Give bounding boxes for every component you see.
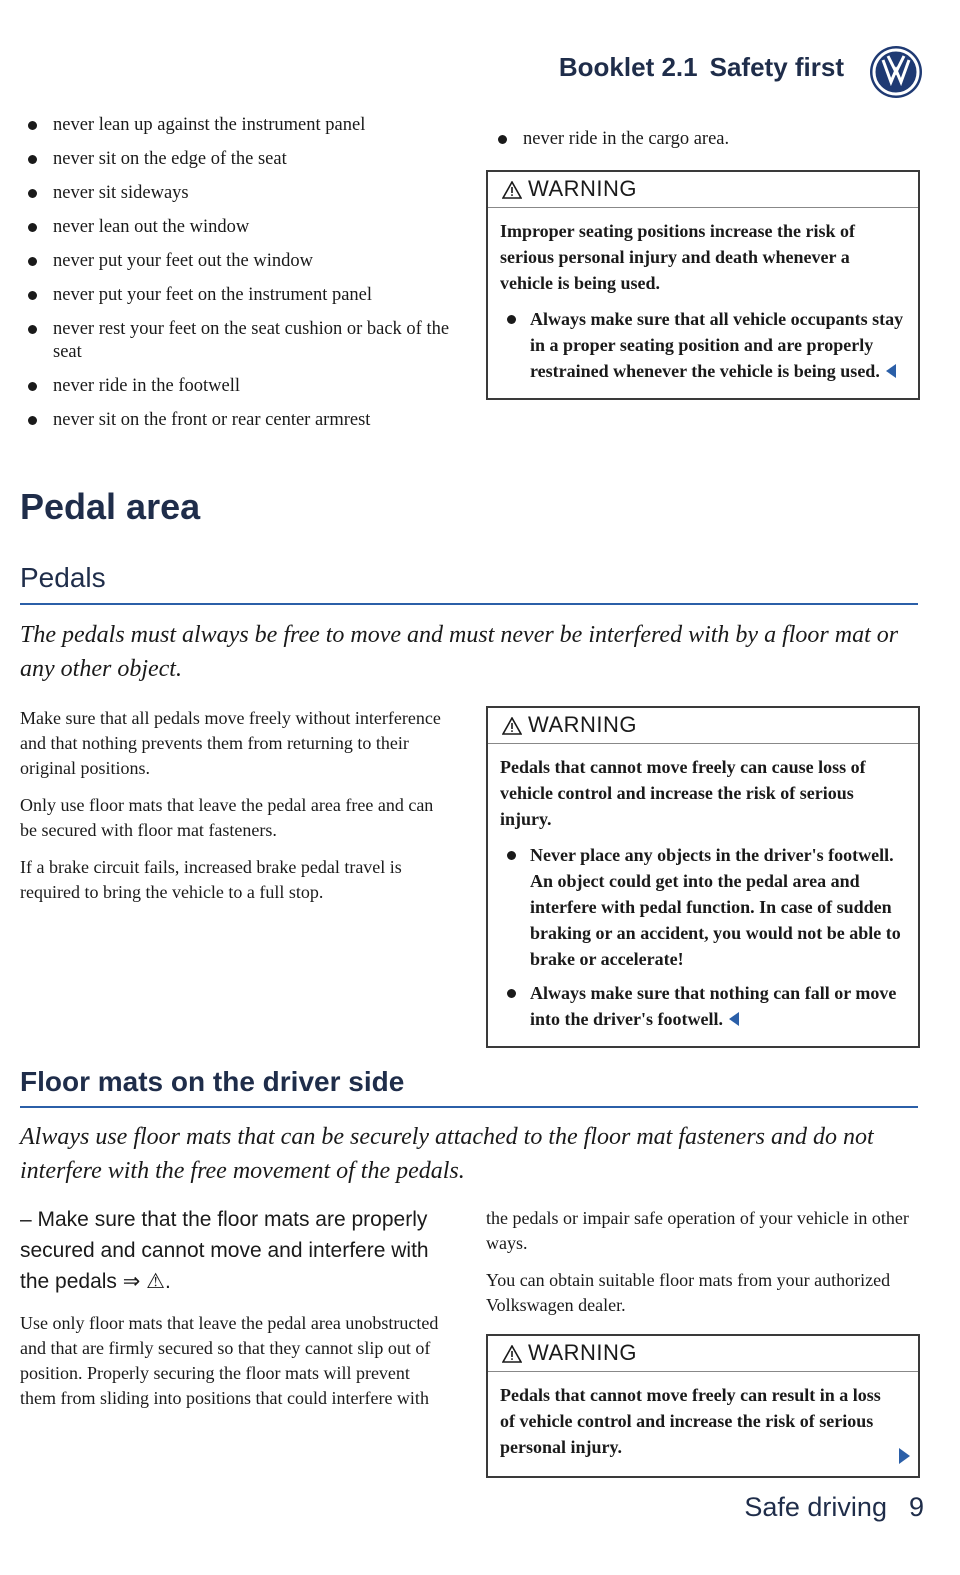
section-rule [20, 1106, 918, 1108]
section-rule [20, 603, 918, 605]
list-item: never put your feet on the instrument panel [20, 284, 450, 307]
footer-section: Safe driving [744, 1492, 887, 1522]
pedal-paragraphs [20, 706, 450, 917]
page-footer [744, 1492, 924, 1523]
warning-bullet-text: Always make sure that nothing can fall or move into the driver's footwell. [530, 983, 897, 1029]
warning-label: WARNING [528, 176, 638, 201]
warning-body [488, 1372, 918, 1476]
list-item: never ride in the footwell [20, 375, 450, 398]
end-marker-icon [886, 364, 896, 378]
list-item: never sit sideways [20, 182, 450, 205]
seating-rules-list [20, 114, 450, 443]
paragraph: the pedals or impair safe operation of your vehicle in other ways. [486, 1208, 909, 1253]
floor-mats-right-column [486, 1206, 916, 1330]
paragraph: You can obtain suitable floor mats from your authorized Volkswagen dealer. [486, 1270, 891, 1315]
list-item: never lean out the window [20, 216, 450, 239]
vw-logo-icon [868, 44, 924, 100]
warning-triangle-icon [502, 717, 522, 735]
floor-mats-intro: Always use floor mats that can be securely attached to the floor mat fasteners and do not interfere with the free movement of the pedals. [20, 1124, 874, 1184]
warning-bullet-text: Always make sure that all vehicle occupants stay in a proper seating position and are properly restrained whenever the vehicle is being used. [530, 309, 904, 381]
list-item: never sit on the edge of the seat [20, 148, 450, 171]
continue-arrow-icon [899, 1448, 910, 1464]
warning-triangle-icon [502, 181, 522, 199]
end-marker-icon [729, 1012, 739, 1026]
warning-intro: Pedals that cannot move freely can result in a loss of vehicle control and increase the risk of serious personal injury. [500, 1385, 881, 1457]
subheading-pedals: Pedals [20, 562, 106, 593]
list-item: never ride in the cargo area. [490, 128, 920, 151]
list-item: never rest your feet on the seat cushion or back of the seat [20, 318, 450, 364]
warning-header [488, 708, 918, 744]
floor-mats-left-column [20, 1204, 450, 1423]
warning-intro: Pedals that cannot move freely can cause loss of vehicle control and increase the risk of serious injury. [500, 757, 866, 829]
warning-intro: Improper seating positions increase the risk of serious personal injury and death whenever a vehicle is being used. [500, 221, 856, 293]
paragraph: Make sure that all pedals move freely without interference and that nothing prevents them from returning to their original positions. [20, 708, 441, 778]
list-item: never sit on the front or rear center armrest [20, 409, 450, 432]
warning-body [488, 208, 918, 398]
page-header [559, 52, 844, 83]
warning-bullet: Never place any objects in the driver's footwell. An object could get into the pedal area and interfere with pedal function. In case of sudden braking or an accident, you would not be able to brake or accelerate! [500, 842, 906, 972]
warning-header [488, 1336, 918, 1372]
warning-triangle-icon [502, 1345, 522, 1363]
warning-label: WARNING [528, 712, 638, 737]
section-heading-pedal-area: Pedal area [20, 486, 201, 527]
pedal-intro: The pedals must always be free to move and must never be interfered with by a floor mat or any other object. [20, 622, 899, 682]
paragraph: Use only floor mats that leave the pedal area unobstructed and that are firmly secured so that they cannot slip out of position. Properly securing the floor mats will prevent them from sliding into positions that could interfere with [20, 1313, 439, 1408]
warning-box-seating [486, 170, 920, 400]
instruction-step: – Make sure that the floor mats are properly secured and cannot move and interfere with the pedals ⇒ ⚠. [20, 1208, 429, 1293]
warning-label: WARNING [528, 1340, 638, 1365]
cargo-rule-list [490, 128, 920, 162]
booklet-label: Booklet 2.1 [558, 52, 698, 82]
paragraph: If a brake circuit fails, increased brake pedal travel is required to bring the vehicle to a full stop. [20, 857, 402, 902]
list-item: never put your feet out the window [20, 250, 450, 273]
page-number: 9 [908, 1492, 924, 1522]
warning-box-pedals [486, 706, 920, 1048]
paragraph: Only use floor mats that leave the pedal area free and can be secured with floor mat fasteners. [20, 795, 434, 840]
header-title: Safety first [709, 52, 844, 82]
warning-body [488, 744, 918, 1046]
section-heading-floor-mats: Floor mats on the driver side [20, 1066, 405, 1097]
list-item: never lean up against the instrument panel [20, 114, 450, 137]
warning-box-floor-mats [486, 1334, 920, 1478]
warning-bullet [500, 980, 906, 1032]
warning-bullet [500, 306, 906, 384]
warning-header [488, 172, 918, 208]
